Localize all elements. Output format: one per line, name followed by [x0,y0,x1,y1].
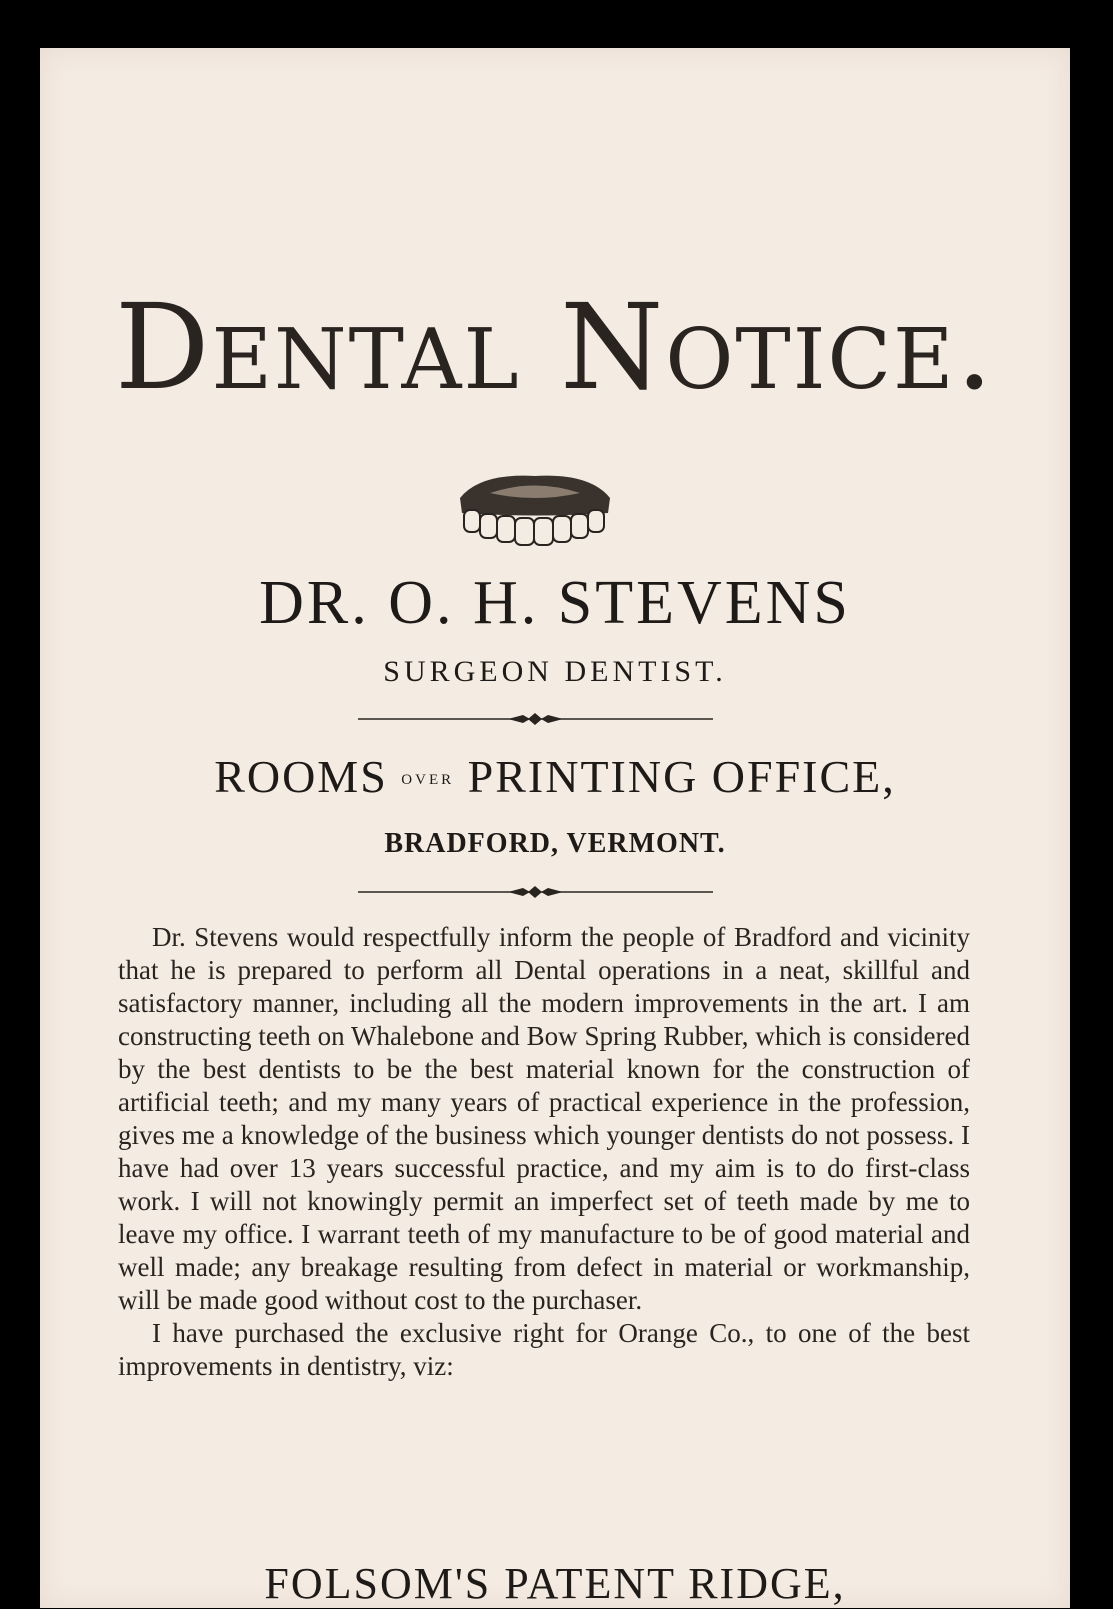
office-address [40,750,1070,803]
patent-heading: FOLSOM'S PATENT RIDGE, [264,1559,846,1608]
card-title: Dental Notice. [114,278,996,416]
denture-illustration [450,468,620,548]
dental-notice-card [40,48,1070,1608]
dentist-title: SURGEON DENTIST. [383,655,727,688]
notice-body [118,921,970,1383]
dentist-name: DR. O. H. STEVENS [259,569,851,637]
office-location: BRADFORD, VERMONT. [384,828,726,859]
ornamental-divider [358,885,713,899]
address-part-rooms: ROOMS [214,751,388,802]
address-part-office: PRINTING OFFICE, [467,751,896,802]
address-part-over: over [401,764,455,789]
body-paragraph: Dr. Stevens would respectfully inform the people of Bradford and vicinity that he is prepared to perform all Dental operations in a neat, skillful and satisfactory manner, including all the modern improvements in the art. I am constructing teeth on Whalebone and Bow Spring Rubber, which is considered by the best dentists to be the best material known for the construction of artificial teeth; and my many years of practical experience in the profession, gives me a knowledge of the business which younger dentists do not possess. I have had over 13 years successful practice, and my aim is to do first-class work. I will not knowingly permit an imperfect set of teeth made by me to leave my office. I warrant teeth of my manufacture to be of good material and well made; any breakage resulting from defect in material or workmanship, will be made good without cost to the purchaser. [118,922,970,1315]
body-paragraph: I have purchased the exclusive right for Orange Co., to one of the best improvements in dentistry, viz: [118,1318,970,1381]
ornamental-divider [358,712,713,726]
